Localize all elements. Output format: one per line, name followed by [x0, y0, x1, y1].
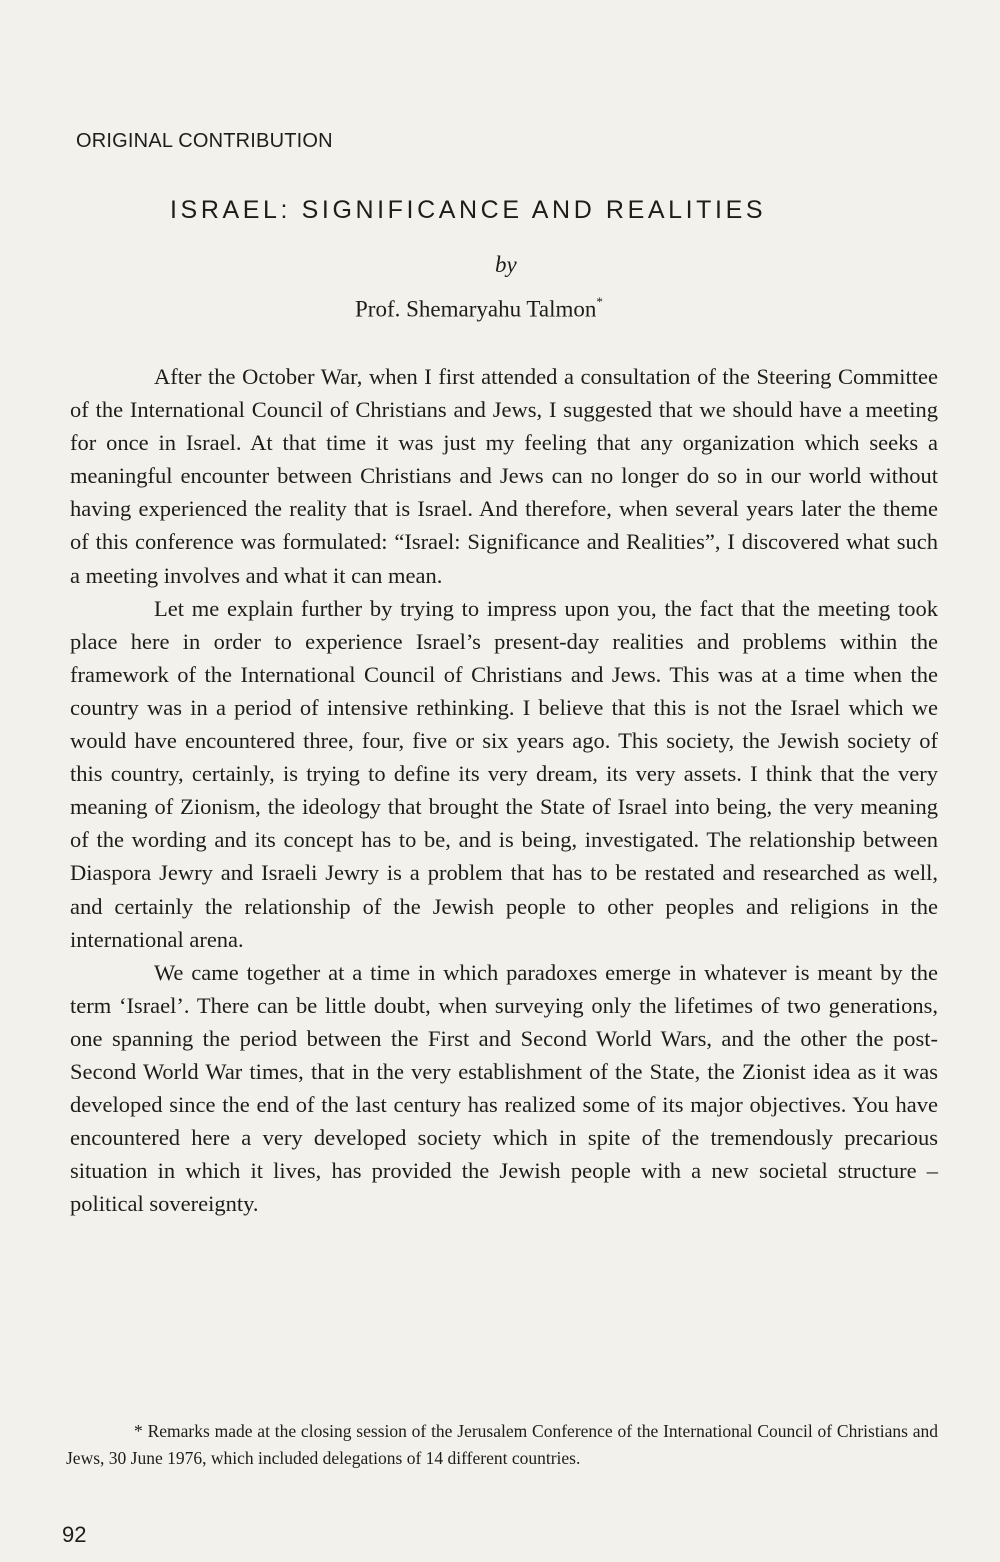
footnote: * Remarks made at the closing session of the Jerusalem Conference of the International Council of Christians and Jews, 30 June 1976, which included delegations of 14 different countries.	[66, 1421, 938, 1468]
paragraph: We came together at a time in which paradoxes emerge in whatever is meant by the term ‘Israel’. There can be little doubt, when surveying only the lifetimes of two generations, one spanning the period between the First and Second World Wars, and the other the post-Second World War times, that in the very establishment of the State, the Zionist idea as it was developed since the end of the last century has realized some of its major objectives. You have encountered here a very developed society which in spite of the tremendously precarious situation in which it lives, has provided the Jewish people with a new societal structure – political sovereignty.	[70, 959, 938, 1217]
section-label: ORIGINAL CONTRIBUTION	[76, 130, 333, 152]
author-footnote-mark: *	[596, 294, 603, 309]
page-number: 92	[62, 1522, 87, 1547]
paragraph: After the October War, when I first attended a consultation of the Steering Committee of the International Council of Christians and Jews, I suggested that we should have a meeting for once in Israel. At that time it was just my feeling that any organization which seeks a meaningful encounter between Christians and Jews can no longer do so in our world without having experienced the reality that is Israel. And therefore, when several years later the theme of this conference was formulated: “Israel: Significance and Realities”, I discovered what such a meeting involves and what it can mean.	[70, 364, 938, 588]
byline-by: by	[495, 252, 517, 277]
author-name	[355, 296, 603, 323]
article-body	[70, 360, 938, 1220]
paragraph: Let me explain further by trying to impress upon you, the fact that the meeting took place here in order to experience Israel’s present-day realities and problems within the framework of the International Council of Christians and Jews. This was at a time when the country was in a period of intensive rethinking. I believe that this is not the Israel which we would have encountered three, four, five or six years ago. This society, the Jewish society of this country, certainly, is trying to define its very dream, its very assets. I think that the very meaning of Zionism, the ideology that brought the State of Israel into being, the very meaning of the wording and its concept has to be, and is being, investigated. The relationship between Diaspora Jewry and Israeli Jewry is a problem that has to be restated and researched as well, and certainly the relationship of the Jewish people to other peoples and religions in the international arena.	[70, 595, 938, 952]
article-title: ISRAEL: SIGNIFICANCE AND REALITIES	[170, 196, 767, 224]
author-name-text: Prof. Shemaryahu Talmon	[355, 296, 597, 322]
